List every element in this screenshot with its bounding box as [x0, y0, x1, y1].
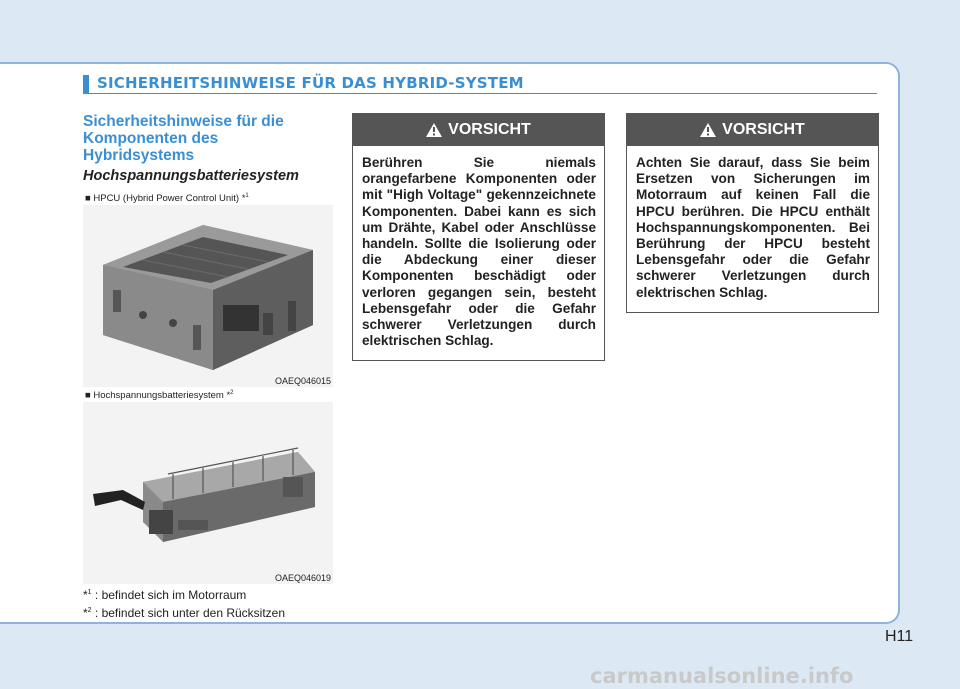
figure2-caption: ■ Hochspannungsbatteriesystem *$^2$	[85, 390, 234, 402]
battery-photo	[83, 402, 333, 584]
footnote-1: *$^1$ : befindet sich im Motorraum	[83, 588, 247, 602]
battery-illustration	[83, 402, 333, 584]
figure2-code: OAEQ046019	[274, 573, 331, 583]
hpcu-photo	[83, 205, 333, 387]
warning-text-2: Achten Sie darauf, dass Sie beim Ersetzen von Sicherungen im Motorraum auf keinen Fall die HPCU berühren. Die HPCU enthält Hochspannungskomponenten. Bei Berührung der HPCU besteht Lebensgefahr oder die Gefahr schwerer Verletzungen durch elektrischen Schlag.	[636, 155, 870, 300]
section-accent-bar	[83, 75, 89, 93]
warning-triangle-icon	[700, 123, 716, 137]
warning-text-1: Berühren Sie niemals orangefarbene Komponenten oder mit "High Voltage" gekennzeichnete Komponenten. Dabei kann es sich um Drähte, Kabel oder Anschlüsse handeln. Sollte die Isolierung oder die Abdeckung einer dieser Komponenten beschädigt oder verloren gegangen sein, besteht Lebensgefahr oder die Gefahr schwerer Verletzungen durch elektrischen Schlag.	[362, 155, 596, 349]
page-subheading: Hochspannungsbatteriesystem	[83, 168, 299, 184]
warning-title-1: VORSICHT	[448, 121, 531, 138]
warning-triangle-icon	[426, 123, 442, 137]
warning-box-1	[352, 113, 605, 361]
watermark: carmanualsonline.info	[590, 664, 854, 688]
warning-title-2: VORSICHT	[722, 121, 805, 138]
section-title: SICHERHEITSHINWEISE FÜR DAS HYBRID-SYSTEM	[97, 74, 524, 92]
section-header	[83, 74, 877, 94]
page-heading: Sicherheitshinweise für die Komponenten des Hybridsystems	[83, 113, 284, 164]
footnote-2: *$^2$ : befindet sich unter den Rücksitzen	[83, 606, 286, 620]
page-number: H11	[885, 628, 914, 645]
warning-box-2	[626, 113, 879, 313]
figure1-caption: ■ HPCU (Hybrid Power Control Unit) *$^1$	[85, 193, 249, 205]
figure1-code: OAEQ046015	[274, 376, 331, 386]
warning-header-1	[353, 114, 604, 146]
hpcu-illustration	[83, 205, 333, 387]
warning-header-2	[627, 114, 878, 146]
